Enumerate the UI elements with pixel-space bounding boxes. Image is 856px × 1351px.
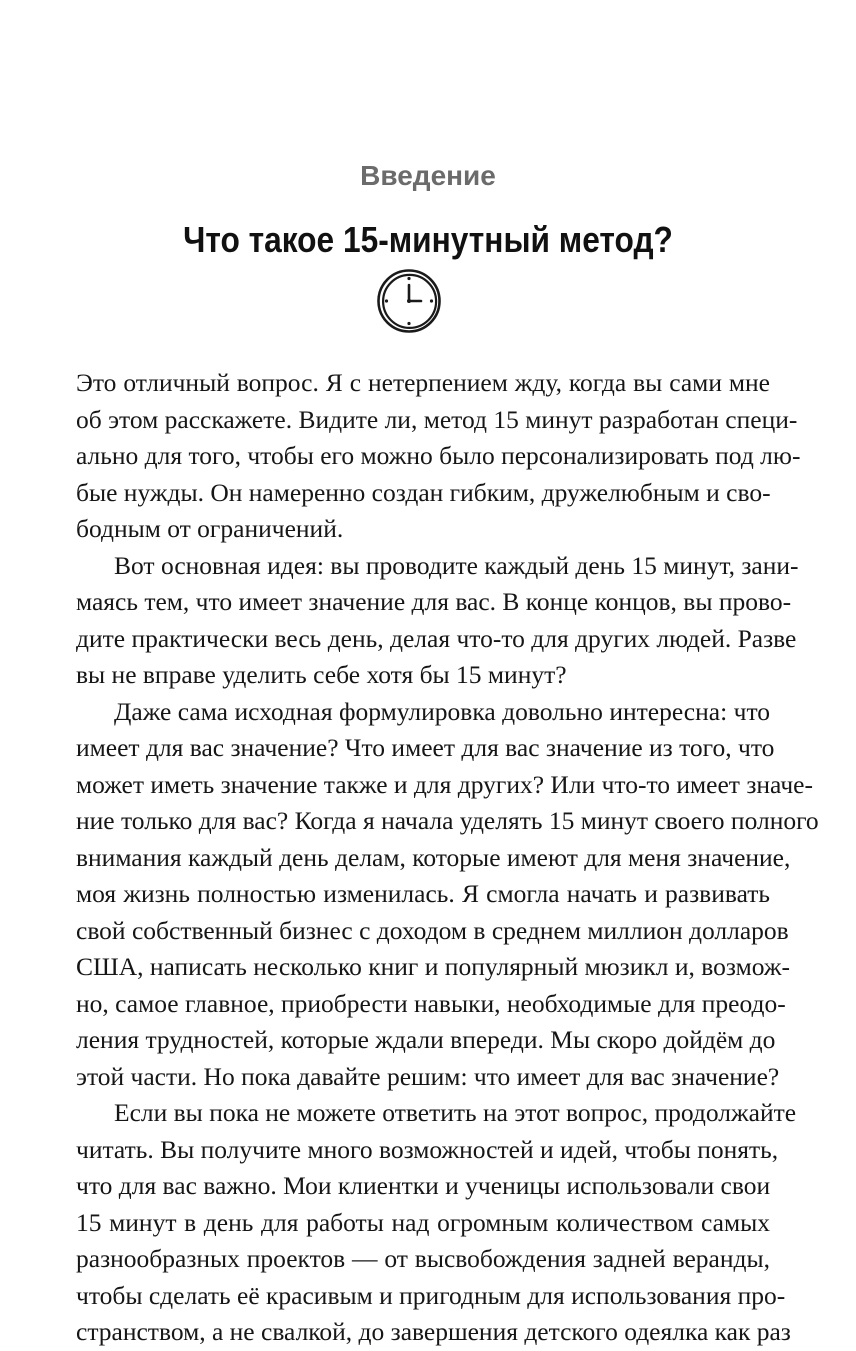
paragraph xyxy=(76,694,819,1096)
text-line: ления трудностей, которые ждали впереди. Мы скоро дойдём до xyxy=(76,1025,776,1054)
text-line: свой собственный бизнес с доходом в среднем миллион долларов xyxy=(76,915,789,945)
text-line: бые нужды. Он намеренно создан гибким, дружелюбным и сво- xyxy=(76,477,771,507)
section-kicker: Введение xyxy=(360,160,496,191)
clock-icon xyxy=(374,266,444,336)
text-line: 15 минут в день для работы над огромным количеством самых xyxy=(76,1207,770,1237)
text-line: ально для того, чтобы его можно было персонализировать под лю- xyxy=(76,441,801,470)
paragraph xyxy=(76,548,799,694)
text-line: вы не вправе уделить себе хотя бы 15 минут? xyxy=(76,660,567,689)
text-line: моя жизнь полностью изменилась. Я смогла начать и развивать xyxy=(76,879,770,908)
text-line: этой части. Но пока давайте решим: что имеет для вас значение? xyxy=(76,1061,780,1091)
body-text xyxy=(76,365,819,1351)
text-line: Вот основная идея: вы проводите каждый день 15 минут, зани- xyxy=(114,550,799,580)
text-line: ние только для вас? Когда я начала уделять 15 минут своего полного xyxy=(76,806,819,835)
text-line: США, написать несколько книг и популярный мюзикл и, возмож- xyxy=(76,952,790,981)
text-line: чтобы сделать её красивым и пригодным для использования про- xyxy=(76,1280,786,1310)
text-line: дите практически весь день, делая что-то для других людей. Разве xyxy=(76,623,797,653)
text-line: может иметь значение также и для других? Или что-то имеет значе- xyxy=(76,769,813,799)
text-line: Если вы пока не можете ответить на этот вопрос, продолжайте xyxy=(114,1098,797,1127)
text-line: маясь тем, что имеет значение для вас. В конце концов, вы прово- xyxy=(76,587,792,616)
text-line: Это отличный вопрос. Я с нетерпением жду, когда вы сами мне xyxy=(76,368,770,397)
text-line: читать. Вы получите много возможностей и идей, чтобы понять, xyxy=(76,1134,779,1164)
text-line: странством, а не свалкой, до завершения детского одеялка как раз xyxy=(76,1317,791,1346)
text-line: об этом расскажете. Видите ли, метод 15 минут разработан специ- xyxy=(76,404,798,434)
text-line: бодным от ограничений. xyxy=(76,514,344,543)
paragraph xyxy=(76,365,801,548)
text-line: Даже сама исходная формулировка довольно интересна: что xyxy=(114,696,770,726)
text-line: разнообразных проектов — от высвобождения задней веранды, xyxy=(76,1244,770,1273)
text-line: что для вас важно. Мои клиентки и ученицы использовали свои xyxy=(76,1171,771,1200)
text-line: внимания каждый день делам, которые имеют для меня значение, xyxy=(76,842,791,872)
text-line: имеет для вас значение? Что имеет для вас значение из того, что xyxy=(76,733,775,762)
paragraph xyxy=(76,1095,797,1351)
text-line: но, самое главное, приобрести навыки, необходимые для преодо- xyxy=(76,988,786,1018)
chapter-title: Что такое 15-минутный метод? xyxy=(183,219,673,260)
